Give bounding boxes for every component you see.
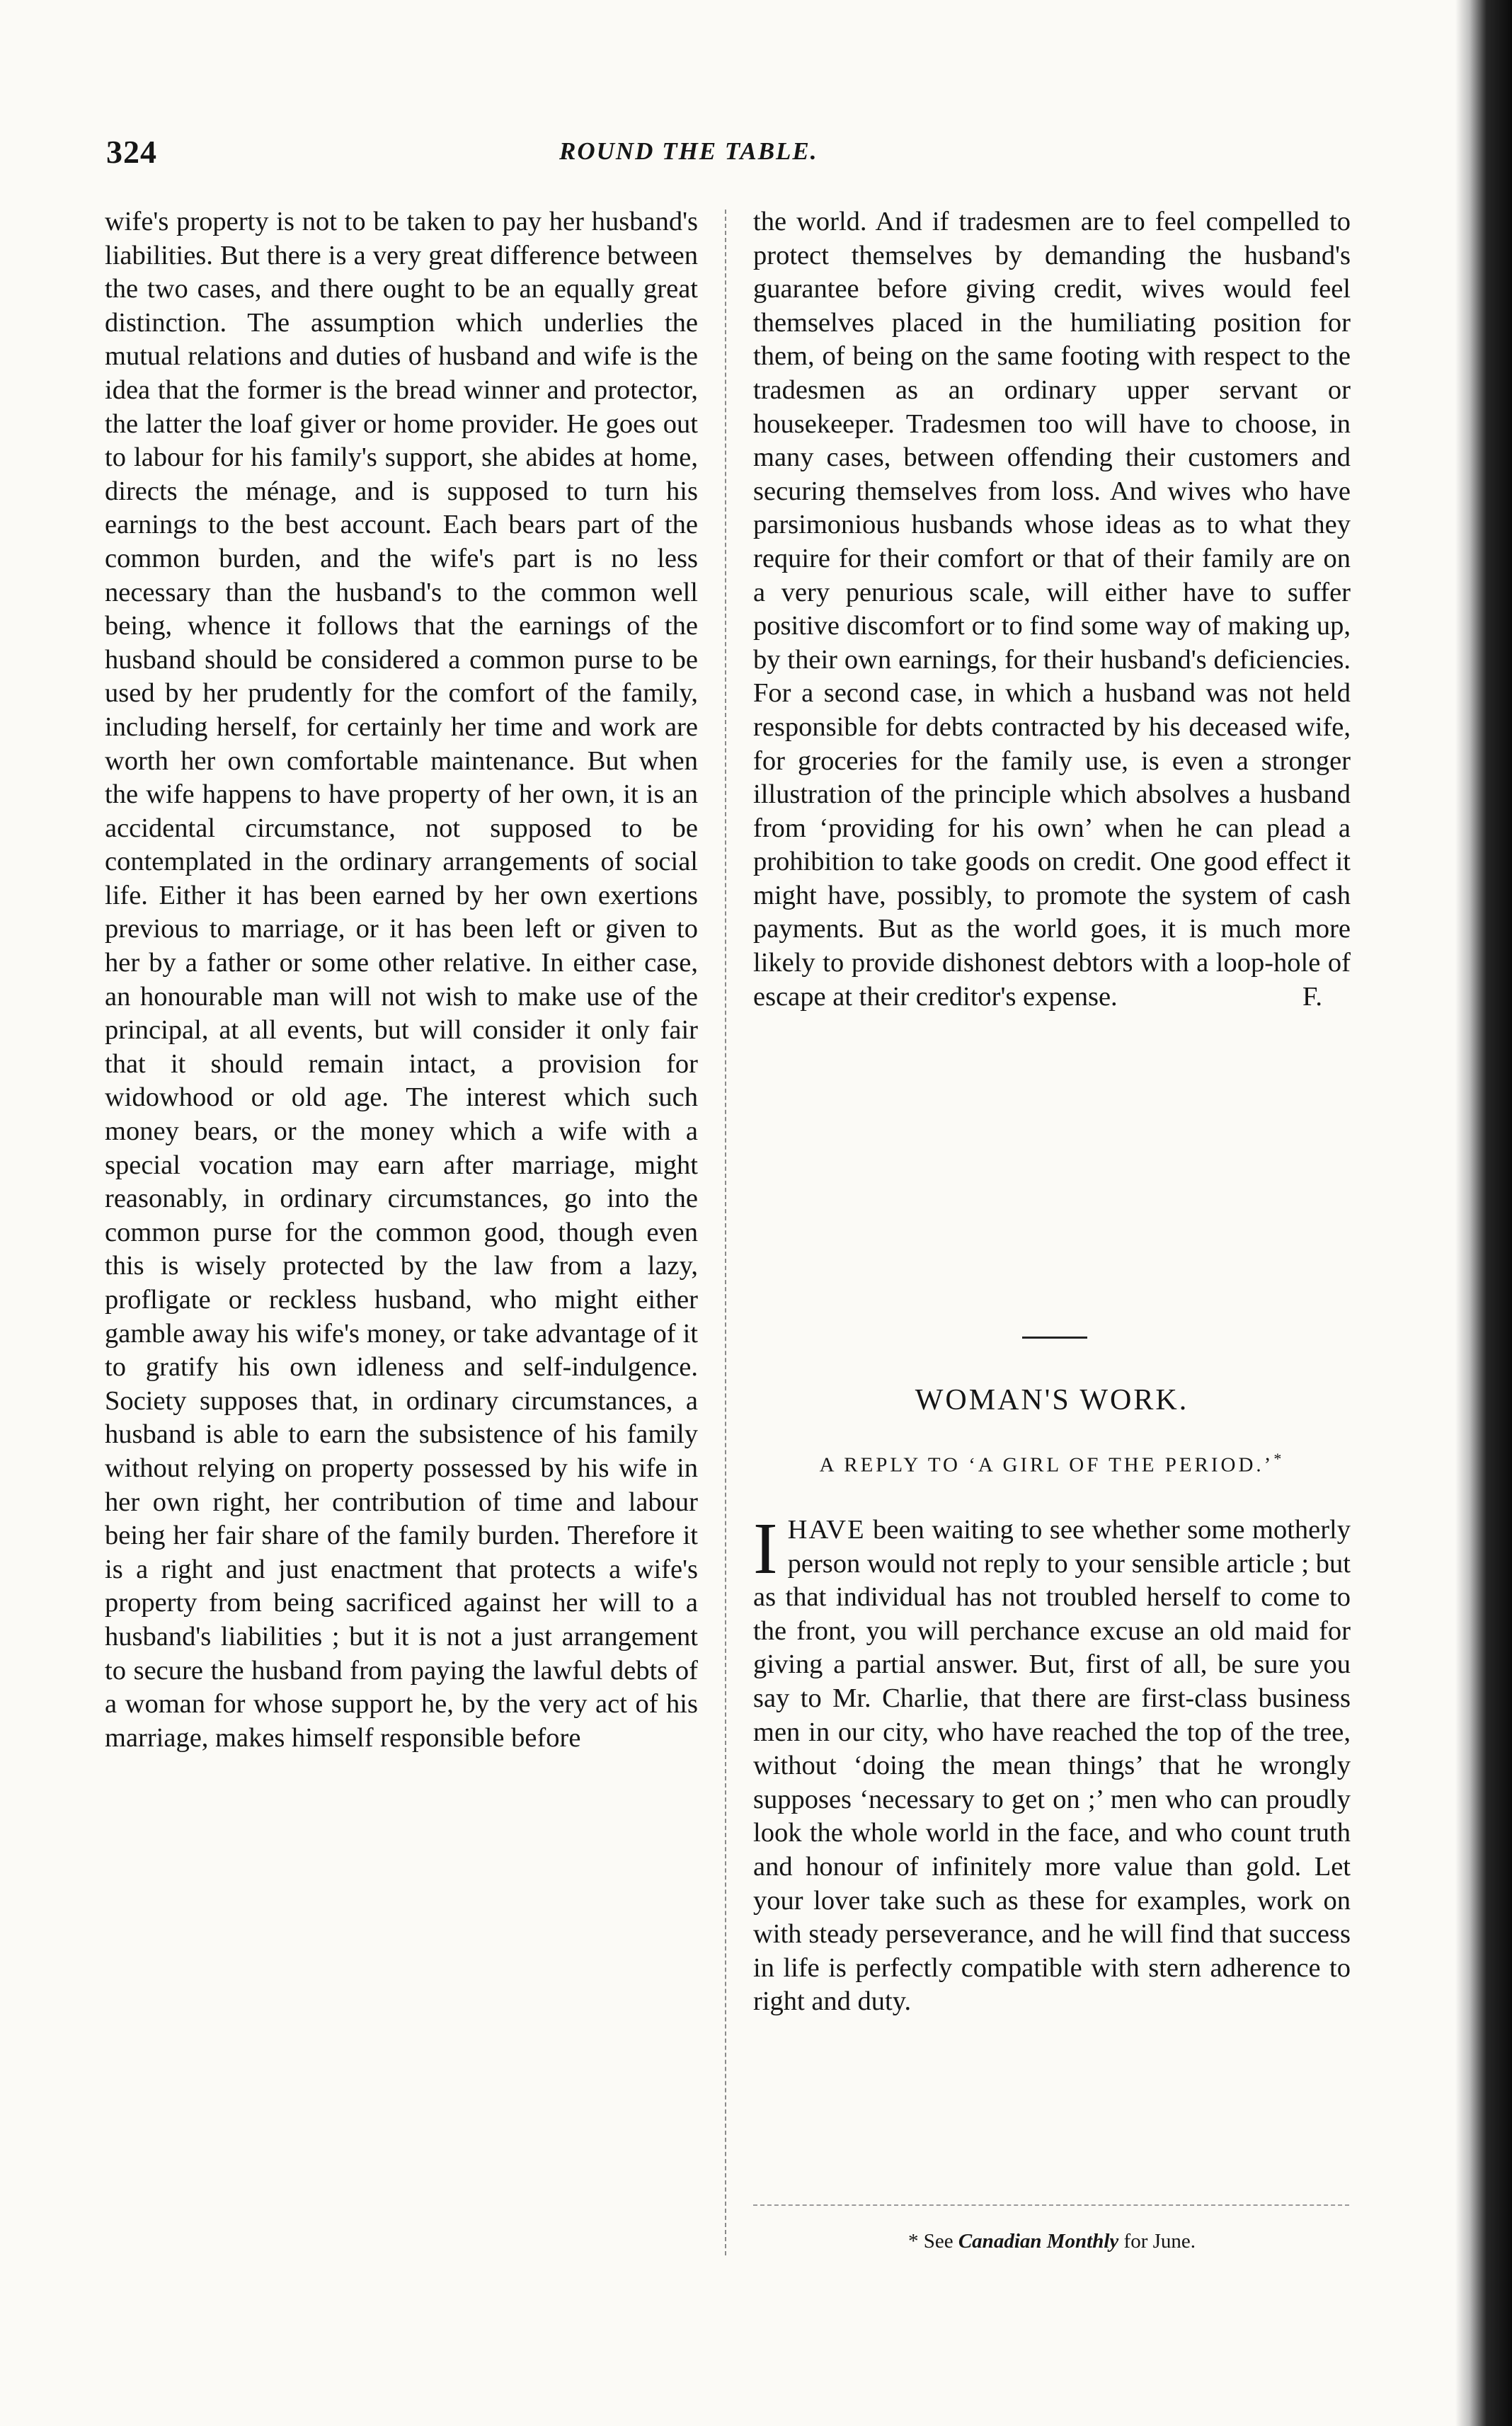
right-column-continuation bbox=[753, 205, 1351, 1014]
article-body-text: been waiting to see whether some motherly person would not reply to your sensible article ; but as that individual has not troubled herself to come to the front, you will perchance excuse an old maid for giving a partial answer. But, first of all, be sure you say to Mr. Charlie, that there are first-class business men in our city, who have reached the top of the tree, without ‘doing the mean things’ that he wrongly supposes ‘necessary to get on ;’ men who can proudly look the whole world in the face, and who count truth and honour of infinitely more value than gold. Let your lover take such as these for examples, work on with steady perseverance, and he will find that success in life is perfectly compatible with stern adherence to right and duty. bbox=[753, 1515, 1351, 2017]
column-divider bbox=[725, 210, 726, 2255]
running-head: ROUND THE TABLE. bbox=[559, 137, 818, 165]
article-body bbox=[753, 1508, 1351, 2193]
page-number: 324 bbox=[106, 134, 157, 170]
author-signature: F. bbox=[1302, 981, 1322, 1012]
drop-cap: I bbox=[753, 1508, 778, 1589]
footnote-suffix: for June. bbox=[1123, 2230, 1196, 2253]
footnote-source: Canadian Monthly bbox=[958, 2230, 1119, 2253]
footnote-prefix: See bbox=[923, 2230, 953, 2253]
article-subtitle bbox=[753, 1450, 1351, 1477]
footnote bbox=[753, 2230, 1351, 2253]
left-column-text: wife's property is not to be taken to pay her husband's liabilities. But there is a very great difference between the two cases, and there ought to be an equally great distinction. The assumption which underlies the mutual relations and duties of husband and wife is the idea that the former is the bread winner and protector, the latter the loaf giver or home provider. He goes out to labour for his family's support, she abides at home, directs the ménage, and is supposed to turn his earnings to the best account. Each bears part of the common burden, and the wife's part is no less necessary than the husband's to the common well being, whence it follows that the earnings of the husband should be considered a common purse to be used by her prudently for the comfort of the family, including herself, for certainly her time and work are worth her own comfortable maintenance. But when the wife happens to have property of her own, it is an accidental circumstance, not supposed to be contemplated in the ordinary arrangements of social life. Either it has been earned by her own exertions previous to marriage, or it has been left or given to her by a father or some other relative. In either case, an honourable man will not wish to make use of the principal, at all events, but will consider it only fair that it should remain intact, a provision for widowhood or old age. The interest which such money bears, or the money which a wife with a special vocation may earn after marriage, might reasonably, in ordinary circumstances, go into the common purse for the common good, though even this is wisely protected by the law from a lazy, profligate or reckless husband, who might either gamble away his wife's money, or take advantage of it to gratify his own idleness and self-indulgence. Society supposes that, in ordinary circumstances, a husband is able to earn the subsistence of his family without relying on property possessed by his wife in her own right, her contribution of time and labour being her fair share of the family burden. Therefore it is a right and just enactment that protects a wife's property from being sacrificed against her will to a husband's liabilities ; but it is not a just arrangement to secure the husband from paying the lawful debts of a woman for whose support he, by the very act of his marriage, makes himself responsible before bbox=[105, 207, 698, 1753]
article-title: WOMAN'S WORK. bbox=[915, 1384, 1189, 1417]
article-paragraph bbox=[753, 1508, 1351, 2019]
continuation-text: the world. And if tradesmen are to feel compelled to protect themselves by demanding the husband's guarantee before giving credit, wives would feel themselves placed in the humiliating position for them, of being on the same footing with respect to the tradesmen as an ordinary upper servant or housekeeper. Tradesmen too will have to choose, in many cases, between offending their customers and securing themselves from loss. And wives who have parsimonious husbands whose ideas as to what they require for their comfort or that of their family are on a very penurious scale, will either have to suffer positive discomfort or to find some way of making up, by their own earnings, for their husband's deficiencies. For a second case, in which a husband was not held responsible for debts contracted by his deceased wife, for groceries for the family use, is even a stronger illustration of the principle which absolves a husband from ‘providing for his own’ when he can plead a prohibition to take goods on credit. One good effect it might have, possibly, to promote the system of cash payments. But as the world goes, it is much more likely to provide dishonest debtors with a loop-hole of escape at their creditor's expense. bbox=[753, 207, 1351, 1012]
section-separator-rule bbox=[1022, 1337, 1087, 1339]
scan-page-edge bbox=[1455, 0, 1512, 2426]
article-subtitle-text: A REPLY TO ‘A GIRL OF THE PERIOD.’ bbox=[819, 1453, 1274, 1477]
right-column bbox=[753, 205, 1351, 1310]
footnote-rule bbox=[753, 2204, 1349, 2206]
footnote-mark: * bbox=[907, 2230, 919, 2253]
left-column bbox=[105, 205, 698, 2269]
footnote-reference-mark: * bbox=[1273, 1450, 1285, 1467]
lead-word: HAVE bbox=[787, 1515, 866, 1545]
